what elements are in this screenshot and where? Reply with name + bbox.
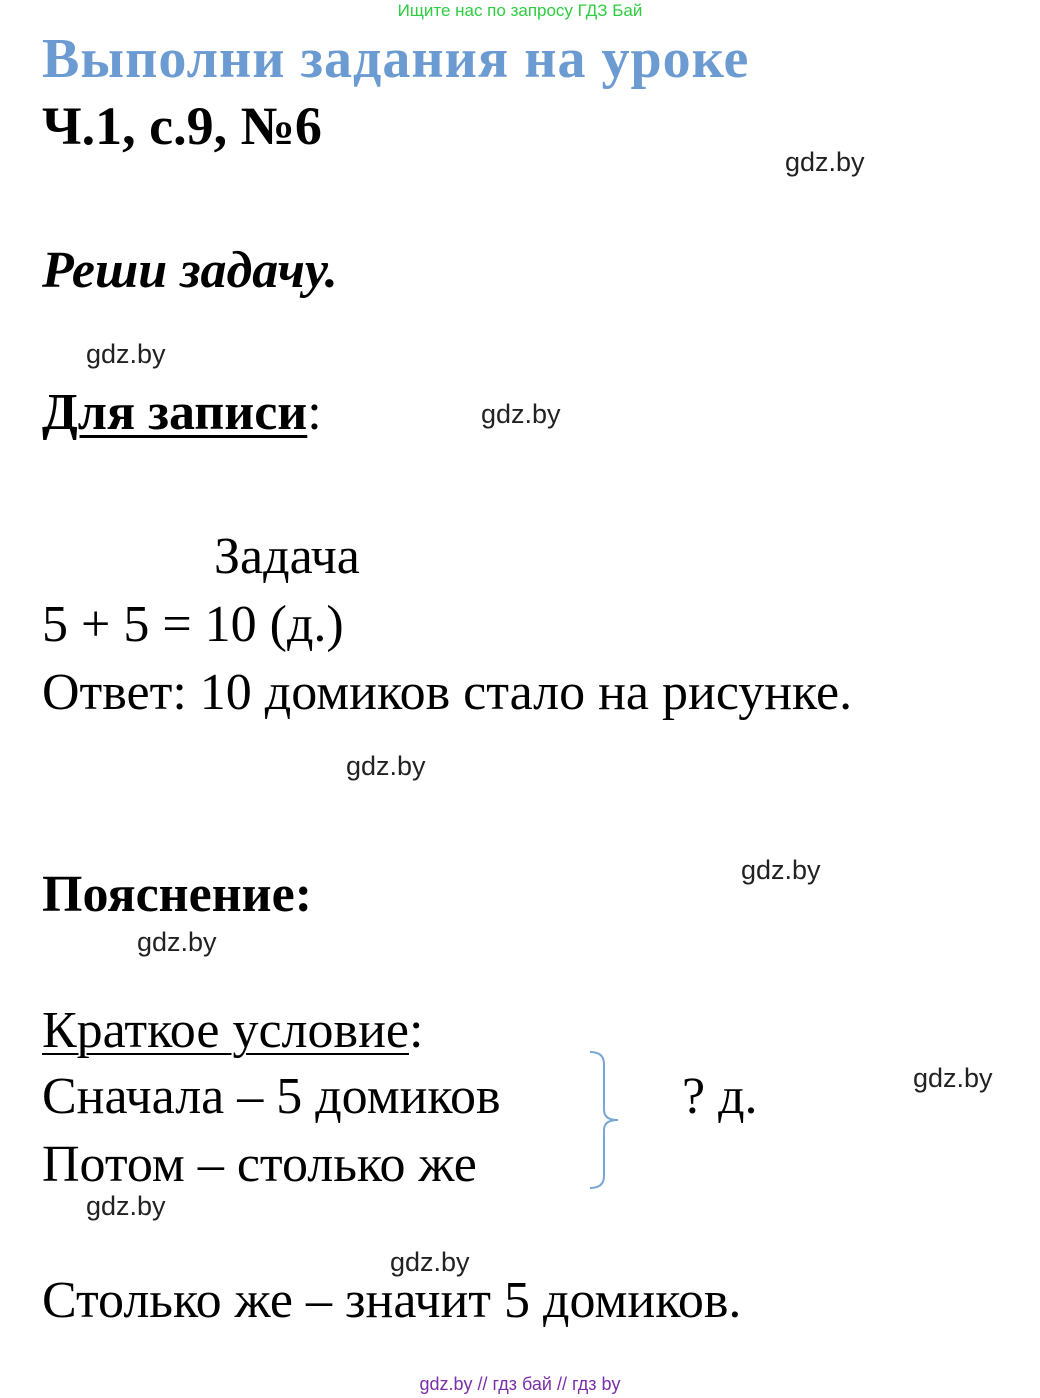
footer: gdz.by // гдз бай // гдз by [419, 1374, 621, 1394]
explanation-heading: Пояснение: [42, 866, 313, 923]
condition-heading [42, 1000, 423, 1062]
condition-heading-text: Краткое условие [42, 1002, 409, 1059]
watermark: gdz.by [390, 1247, 470, 1277]
watermark: gdz.by [346, 751, 426, 781]
watermark: gdz.by [741, 855, 821, 885]
record-heading-colon: : [307, 384, 322, 441]
condition-heading-colon: : [408, 1002, 424, 1059]
instruction: Реши задачу. [42, 242, 338, 299]
watermark: gdz.by [86, 339, 166, 369]
conclusion: Столько же – значит 5 домиков. [42, 1272, 742, 1329]
task-label: Задача [214, 528, 360, 585]
watermark: gdz.by [481, 399, 561, 429]
watermark: gdz.by [785, 147, 865, 177]
top-banner: Ищите нас по запросу ГДЗ Бай [397, 1, 643, 20]
question: ? д. [682, 1068, 758, 1125]
condition-line-2: Потом – столько же [42, 1136, 477, 1193]
watermark: gdz.by [86, 1191, 166, 1221]
equation: 5 + 5 = 10 (д.) [42, 596, 344, 653]
record-heading [42, 382, 322, 444]
condition-line-1: Сначала – 5 домиков [42, 1068, 501, 1125]
curly-brace-icon [588, 1050, 622, 1190]
watermark: gdz.by [913, 1063, 993, 1093]
task-reference: Ч.1, с.9, №6 [42, 96, 322, 156]
answer: Ответ: 10 домиков стало на рисунке. [42, 664, 853, 721]
watermark: gdz.by [137, 927, 217, 957]
record-heading-text: Для записи [42, 384, 308, 441]
section-title: Выполни задания на уроке [42, 28, 750, 90]
